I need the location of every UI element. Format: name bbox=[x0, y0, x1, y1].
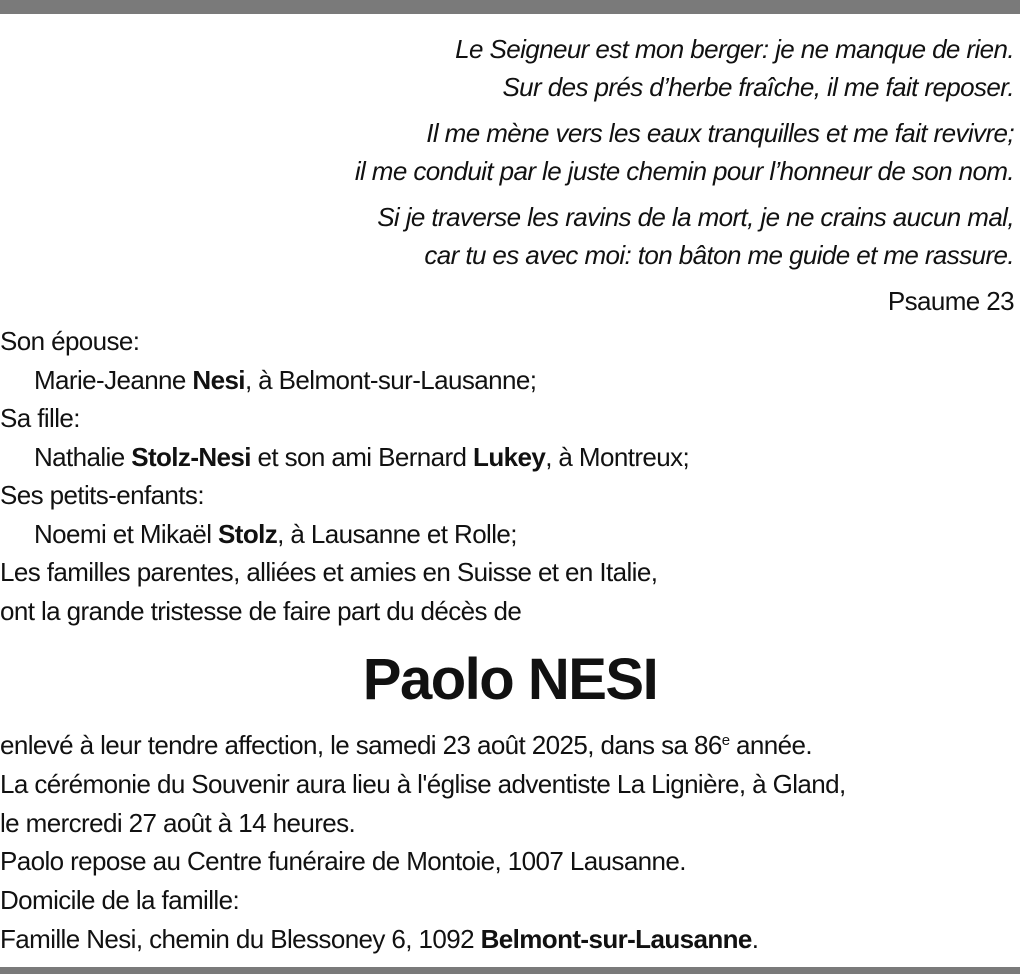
ceremony-date-line: le mercredi 27 août à 14 heures. bbox=[0, 807, 356, 838]
verse-stanza bbox=[114, 114, 1014, 190]
address-end: . bbox=[751, 923, 759, 954]
address-text: Famille Nesi, chemin du Blessoney 6, 1092 bbox=[0, 923, 481, 954]
grandchildren-label: Ses petits-enfants: bbox=[0, 480, 204, 510]
verse-line: il me conduit par le juste chemin pour l’honneur de son nom. bbox=[354, 156, 1014, 186]
spouse-location: , à Belmont-sur-Lausanne; bbox=[244, 364, 537, 395]
ceremony-line: La cérémonie du Souvenir aura lieu à l'église adventiste La Lignière, à Gland, bbox=[0, 768, 846, 799]
daughter-location: , à Montreux; bbox=[545, 441, 690, 472]
deceased-name: Paolo NESI bbox=[362, 647, 658, 712]
daughter-entry bbox=[0, 438, 1020, 477]
spouse-first-name: Marie-Jeanne bbox=[34, 364, 193, 395]
verse-line: Le Seigneur est mon berger: je ne manque de rien. bbox=[455, 34, 1014, 64]
verse-stanza bbox=[114, 30, 1014, 106]
top-rule bbox=[0, 0, 1020, 14]
verse-source: Psaume 23 bbox=[887, 286, 1014, 316]
verse-stanza bbox=[114, 198, 1014, 274]
grandchildren-first-names: Noemi et Mikaël bbox=[34, 518, 219, 549]
verse-line: car tu es avec moi: ton bâton me guide et me rassure. bbox=[424, 240, 1014, 270]
verse-line: Sur des prés d’herbe fraîche, il me fait reposer. bbox=[502, 72, 1014, 102]
ordinal-suffix: e bbox=[721, 732, 730, 749]
announcement-line: ont la grande tristesse de faire part du décès de bbox=[0, 595, 522, 626]
daughter-last-name: Stolz-Nesi bbox=[131, 441, 251, 472]
bottom-rule bbox=[0, 967, 1020, 974]
spouse-last-name: Nesi bbox=[192, 364, 245, 395]
grandchildren-last-name: Stolz bbox=[218, 518, 278, 549]
domicile-label: Domicile de la famille: bbox=[0, 885, 240, 916]
spouse-label: Son épouse: bbox=[0, 326, 140, 356]
verse-line: Il me mène vers les eaux tranquilles et me fait revivre; bbox=[426, 118, 1014, 148]
verse-line: Si je traverse les ravins de la mort, je ne crains aucun mal, bbox=[377, 202, 1014, 232]
psalm-verse bbox=[114, 30, 1014, 282]
family-list bbox=[0, 322, 1020, 630]
death-text-end: année. bbox=[729, 730, 812, 760]
grandchildren-location: , à Lausanne et Rolle; bbox=[277, 518, 517, 549]
relatives-line: Les familles parentes, alliées et amies en Suisse et en Italie, bbox=[0, 557, 658, 587]
daughter-partner-text: et son ami Bernard bbox=[250, 441, 474, 472]
daughter-first-name: Nathalie bbox=[34, 441, 132, 472]
grandchildren-entry bbox=[0, 515, 1020, 554]
death-text: enlevé à leur tendre affection, le samedi 23 août 2025, dans sa 86 bbox=[0, 730, 722, 760]
daughter-label: Sa fille: bbox=[0, 403, 80, 433]
rest-location-line: Paolo repose au Centre funéraire de Montoie, 1007 Lausanne. bbox=[0, 846, 686, 877]
spouse-entry bbox=[0, 361, 1020, 400]
address-town: Belmont-sur-Lausanne bbox=[480, 923, 752, 954]
family-address bbox=[0, 920, 1020, 959]
death-line bbox=[0, 726, 1020, 765]
partner-last-name: Lukey bbox=[473, 441, 546, 472]
obituary-details bbox=[0, 726, 1020, 959]
